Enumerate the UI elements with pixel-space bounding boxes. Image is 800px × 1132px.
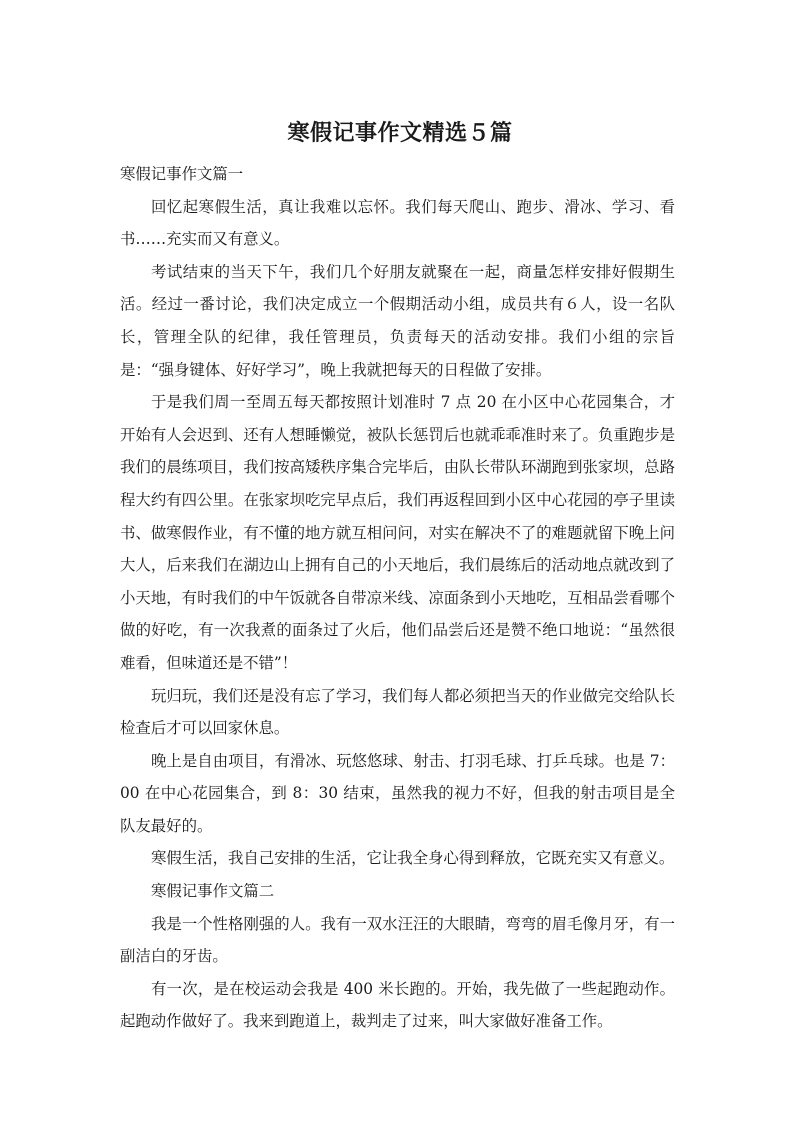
- document-body: [120, 158, 675, 1038]
- paragraph: 考试结束的当天下午，我们几个好朋友就聚在一起，商量怎样安排好假期生活。经过一番讨论，我们决定成立一个假期活动小组，成员共有６人，设一名队长，管理全队的纪律，我任管理员，负责每天的活动安排。我们小组的宗旨是：“强身键体、好好学习”，晚上我就把每天的日程做了安排。: [120, 262, 675, 379]
- paragraph: 我是一个性格刚强的人。我有一双水汪汪的大眼睛，弯弯的眉毛像月牙，有一副洁白的牙齿。: [120, 914, 675, 966]
- section-heading: 寒假记事作文篇二: [151, 882, 275, 901]
- paragraph: 回忆起寒假生活，真让我难以忘怀。我们每天爬山、跑步、滑冰、学习、看书……充实而又有意义。: [120, 197, 675, 249]
- paragraph: 晚上是自由项目，有滑冰、玩悠悠球、射击、打羽毛球、打乒乓球。也是 7：00 在中心花园集合，到 8：30 结束，虽然我的视力不好，但我的射击项目是全队友最好的。: [120, 751, 675, 835]
- paragraph: 于是我们周一至周五每天都按照计划准时 7 点 20 在小区中心花园集合，才开始有人会迟到、还有人想睡懒觉，被队长惩罚后也就乖乖准时来了。负重跑步是我们的晨练项目，我们按高矮秩序集合完毕后，由队长带队环湖跑到张家坝，总路程大约有四公里。在张家坝吃完早点后，我们再返程回到小区中心花园的亭子里读书、做寒假作业，有不懂的地方就互相问问，对实在解决不了的难题就留下晚上问大人，后来我们在湖边山上拥有自己的小天地后，我们晨练后的活动地点就改到了小天地，有时我们的中午饭就各自带凉米线、凉面条到小天地吃，互相品尝看哪个做的好吃，有一次我煮的面条过了火后，他们品尝后还是赞不绝口地说：“虽然很难看，但味道还是不错”！: [120, 393, 675, 672]
- paragraph: 有一次，是在校运动会我是 400 米长跑的。开始，我先做了一些起跑动作。起跑动作做好了。我来到跑道上，裁判走了过来，叫大家做好准备工作。: [120, 979, 675, 1031]
- paragraph: 玩归玩，我们还是没有忘了学习，我们每人都必须把当天的作业做完交给队长检查后才可以回家休息。: [120, 686, 675, 738]
- section-heading: 寒假记事作文篇一: [120, 165, 244, 183]
- document-title: 寒假记事作文精选５篇: [287, 121, 513, 146]
- paragraph: 寒假生活，我自己安排的生活，它让我全身心得到释放，它既充实又有意义。: [151, 849, 675, 868]
